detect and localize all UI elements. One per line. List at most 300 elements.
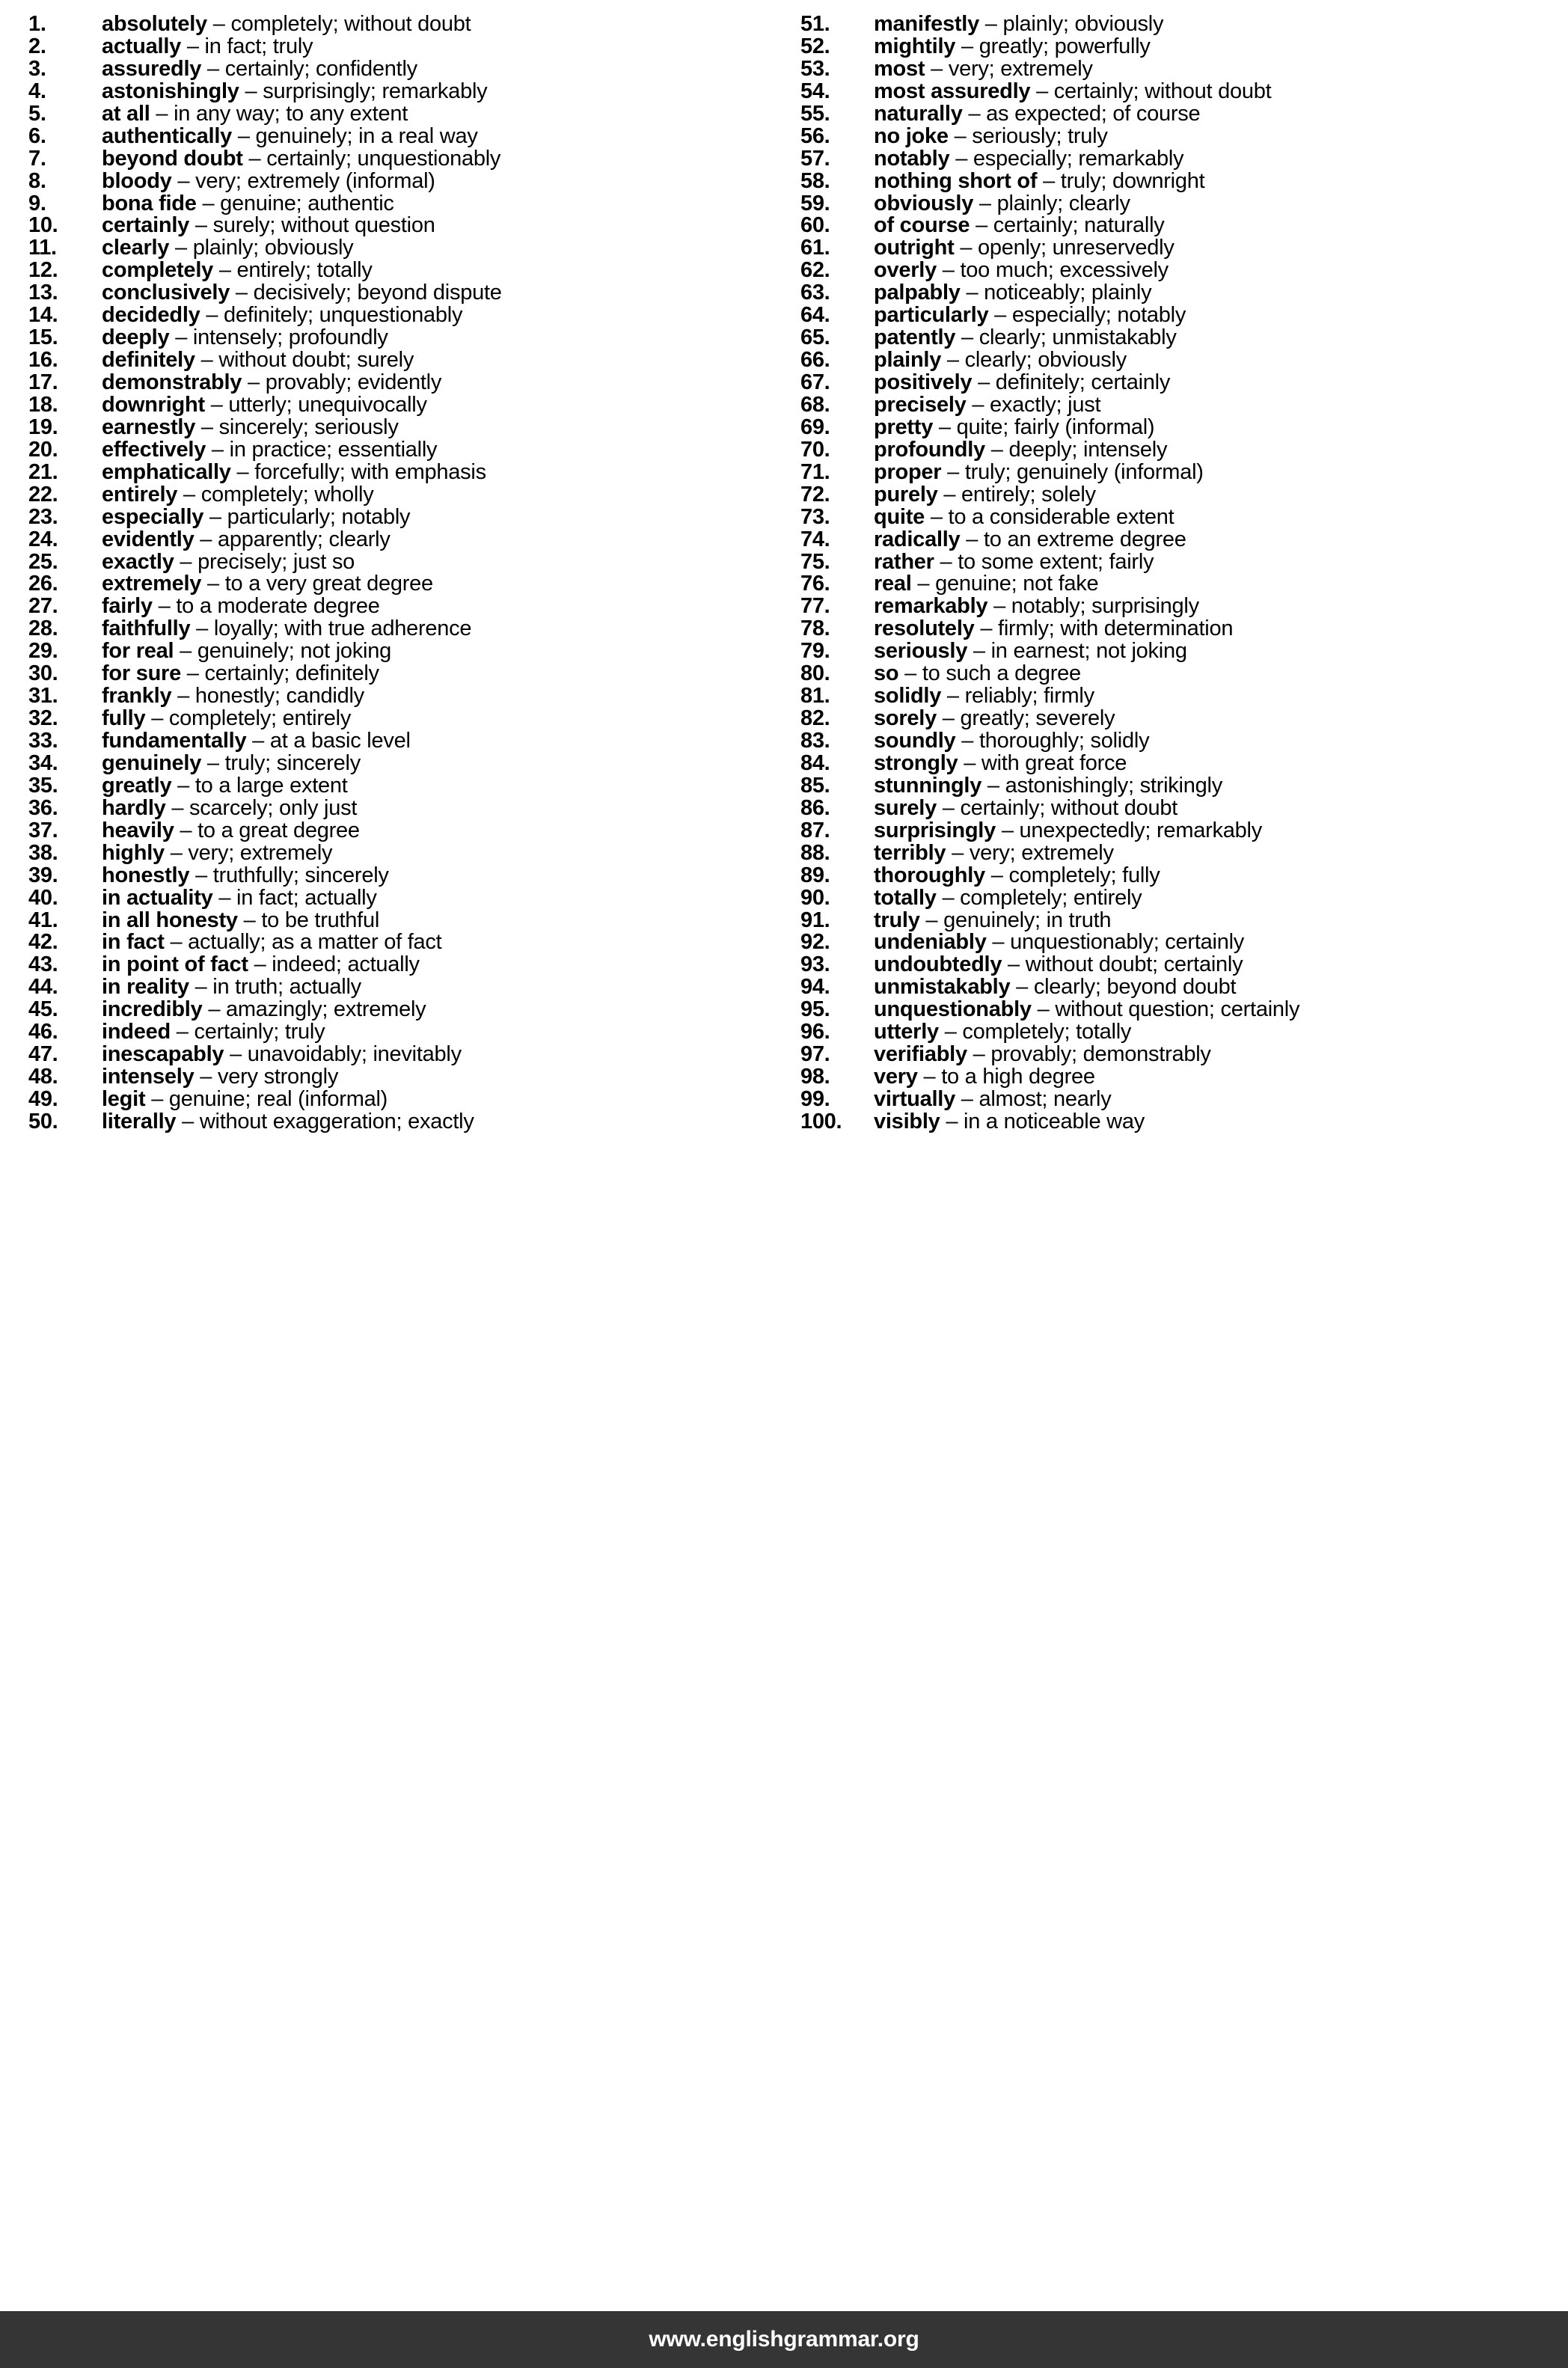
list-item [28,13,784,36]
list-item-definition: in a noticeable way [964,1109,1145,1133]
list-item-number: 44. [28,975,58,1000]
list-item-definition: in fact; actually [236,885,377,910]
list-item-term: legit [102,1087,146,1111]
list-item-term: thoroughly [874,863,985,887]
list-item-number: 30. [28,661,58,686]
list-item [784,529,1568,551]
list-item-separator: – [961,729,974,753]
list-item-separator: – [973,1042,985,1067]
list-item-text [102,237,353,260]
list-item-separator: – [182,1109,195,1133]
list-item-term: incredibly [102,997,203,1022]
list-item-number: 53. [800,56,830,81]
list-item-term: rather [874,549,934,574]
list-item [784,865,1568,887]
list-item-text [874,327,1177,349]
list-item [28,349,784,372]
list-item-separator: – [209,504,221,529]
list-item-text [874,1111,1145,1133]
list-item-number: 33. [28,729,58,753]
list-item [28,730,784,753]
list-item-definition: clearly; obviously [964,348,1127,373]
list-item [784,282,1568,305]
list-item-definition: greatly; powerfully [979,34,1151,58]
list-item-text [102,1111,474,1133]
list-item-number: 13. [28,281,58,305]
list-item [784,1111,1568,1133]
list-item-definition: in any way; to any extent [174,101,408,126]
list-item-text [874,414,1155,439]
list-item-text [874,663,1081,685]
list-item [784,504,1568,529]
list-item-term: astonishingly [102,79,239,103]
list-item [28,414,784,439]
list-item [784,999,1568,1021]
list-item-definition: certainly; naturally [993,213,1165,238]
list-item-number: 100. [800,1109,842,1133]
list-item-text [874,596,1199,618]
list-item-definition: astonishingly; strikingly [1005,773,1222,798]
list-item-text [874,168,1205,193]
list-item [784,842,1568,865]
list-item-text [874,910,1111,932]
list-item-number: 64. [800,303,830,328]
list-item-term: no joke [874,123,949,148]
list-item-number: 65. [800,325,830,350]
list-item [28,148,784,171]
list-item-term: intensely [102,1065,195,1089]
list-item-separator: – [973,639,985,664]
list-item [784,1044,1568,1066]
site-url: www.englishgrammar.org [649,2327,919,2352]
list-item-separator: – [195,975,207,1000]
list-item-separator: – [236,459,249,484]
list-item-text [874,305,1186,327]
list-item-term: for sure [102,661,181,686]
list-item [784,58,1568,81]
list-item [28,865,784,887]
list-item-separator: – [994,303,1007,328]
list-item [28,193,784,215]
list-item-separator: – [171,795,184,820]
list-item-definition: as expected; of course [986,101,1201,126]
list-item-term: unmistakably [874,975,1011,1000]
list-item-text [102,663,379,685]
list-item [28,842,784,865]
list-item-text [874,394,1100,417]
list-item-text [874,372,1170,394]
list-item-term: sorely [874,706,937,731]
list-item-number: 62. [800,258,830,283]
list-item-separator: – [180,549,192,574]
list-item-number: 24. [28,527,58,551]
list-item-text [102,931,441,954]
list-item-text [874,529,1186,551]
list-item-separator: – [964,750,976,775]
list-item-term: pretty [874,414,934,439]
list-item-definition: particularly; notably [227,504,411,529]
list-item-text [102,529,391,551]
list-item-definition: quite; fairly (informal) [956,414,1155,439]
list-item [784,414,1568,439]
list-item-definition: completely; wholly [200,482,374,507]
list-item-term: manifestly [874,12,979,36]
list-item-number: 66. [800,348,830,373]
list-item [784,305,1568,327]
list-item-number: 35. [28,773,58,798]
list-item-term: surely [874,795,937,820]
list-item-number: 75. [800,549,830,574]
list-item-term: in all honesty [102,908,238,932]
list-item-text [874,36,1151,58]
list-item-term: fully [102,706,146,731]
list-item-text [874,842,1114,865]
list-item-text [874,1044,1211,1066]
list-item-text [874,708,1115,730]
list-item-term: unquestionably [874,997,1032,1022]
list-item-number: 86. [800,795,830,820]
list-item [784,193,1568,215]
list-item-term: frankly [102,684,172,709]
list-item-separator: – [218,885,231,910]
list-item [784,327,1568,349]
list-item-term: genuinely [102,750,202,775]
list-item-number: 63. [800,281,830,305]
list-item-number: 77. [800,594,830,619]
list-item-term: in point of fact [102,952,248,977]
list-item [784,954,1568,976]
list-item-term: definitely [102,348,195,373]
list-item-term: seriously [874,639,968,664]
list-item [28,237,784,260]
list-item-number: 5. [28,101,46,126]
list-item-definition: surprisingly; remarkably [263,79,488,103]
list-item-number: 52. [800,34,830,58]
list-item-number: 56. [800,123,830,148]
list-item-separator: – [944,1020,957,1044]
list-item-number: 47. [28,1042,58,1067]
list-item-number: 68. [800,392,830,417]
list-item [28,887,784,910]
list-item-separator: – [942,706,955,731]
list-item-separator: – [151,1087,164,1111]
list-item-number: 84. [800,750,830,775]
list-item-text [874,484,1096,507]
list-item-number: 88. [800,840,830,865]
list-item-text [874,1089,1112,1111]
list-item-definition: very; extremely (informal) [195,168,435,193]
list-item-definition: noticeably; plainly [984,281,1152,305]
list-item-number: 42. [28,930,58,955]
list-item-text [102,750,361,775]
list-item-separator: – [174,236,187,260]
list-item-text [874,685,1094,708]
list-item-separator: – [200,348,213,373]
list-item [784,148,1568,171]
list-item-separator: – [990,437,1003,462]
list-item-definition: very; extremely [188,840,333,865]
list-item [784,81,1568,103]
list-item-term: decidedly [102,303,200,328]
list-item [28,551,784,574]
list-item-term: conclusively [102,281,230,305]
list-item [784,349,1568,372]
list-item-text [874,775,1222,798]
list-item [28,750,784,775]
list-item [28,820,784,842]
list-item-text [102,484,374,507]
list-item-separator: – [176,1020,189,1044]
list-item-term: totally [874,885,937,910]
list-item-number: 40. [28,885,58,910]
list-item-separator: – [252,729,265,753]
list-item [28,1066,784,1089]
list-item-number: 57. [800,146,830,171]
list-item [784,1021,1568,1044]
list-item-term: honestly [102,863,190,887]
list-item-definition: certainly; unquestionably [266,146,501,171]
list-item [784,459,1568,484]
list-item-separator: – [207,572,219,596]
list-item-term: evidently [102,527,195,551]
list-item-number: 71. [800,459,830,484]
list-item-definition: genuine; authentic [220,191,394,215]
list-item-number: 12. [28,258,58,283]
list-item-term: undoubtedly [874,952,1002,977]
list-item-separator: – [923,1065,936,1089]
list-item-term: hardly [102,795,166,820]
list-item [28,1044,784,1066]
list-item-definition: truly; sincerely [224,750,361,775]
list-item-separator: – [966,281,979,305]
list-item-term: downright [102,392,205,417]
list-item-text [102,414,399,439]
list-item-definition: amazingly; extremely [226,997,426,1022]
list-item [784,573,1568,596]
list-item-separator: – [186,661,199,686]
list-item-text [874,123,1108,148]
list-item-definition: clearly; beyond doubt [1033,975,1237,1000]
list-item-text [102,260,373,282]
list-item-term: bloody [102,168,172,193]
list-item-number: 22. [28,482,58,507]
list-item-definition: plainly; obviously [192,236,354,260]
list-item-text [102,551,355,574]
list-item-definition: completely; fully [1008,863,1160,887]
list-item [28,775,784,798]
list-item-text [874,13,1163,36]
list-item-text [874,58,1093,81]
list-item-text [102,910,379,932]
list-item-number: 9. [28,191,46,215]
list-item-definition: entirely; solely [961,482,1096,507]
list-item-text [874,640,1187,663]
list-item-text [102,36,313,58]
list-item-term: completely [102,258,213,283]
list-item-term: solidly [874,684,942,709]
list-item-term: notably [874,146,950,171]
list-item-number: 11. [28,236,57,260]
list-item-separator: – [1001,818,1014,842]
list-item-number: 21. [28,459,58,484]
list-item-separator: – [925,908,938,932]
list-item-separator: – [177,684,190,709]
list-item-definition: to a moderate degree [176,594,380,619]
list-item-definition: thoroughly; solidly [979,729,1150,753]
list-item-number: 17. [28,370,58,394]
list-item-term: fairly [102,594,153,619]
list-item-separator: – [942,258,955,283]
list-item-definition: definitely; unquestionably [224,303,463,328]
list-item-text [874,820,1262,842]
list-item-separator: – [972,392,984,417]
list-item-definition: very; extremely [969,840,1114,865]
list-item-number: 36. [28,795,58,820]
list-item-term: very [874,1065,918,1089]
list-item-term: overly [874,258,937,283]
list-item [784,976,1568,999]
list-item-definition: completely; entirely [960,885,1142,910]
left-column [0,0,784,2289]
list-item-number: 10. [28,213,58,238]
list-item-text [102,573,433,596]
list-item-separator: – [1036,79,1048,103]
list-item-number: 76. [800,572,830,596]
list-item [28,999,784,1021]
list-item-separator: – [196,617,209,641]
list-item [28,439,784,462]
list-item-separator: – [1037,997,1050,1022]
list-item-term: beyond doubt [102,146,243,171]
list-item-number: 59. [800,191,830,215]
list-item-separator: – [940,549,952,574]
list-item-definition: exactly; just [990,392,1101,417]
list-item-definition: to a very great degree [224,572,433,596]
list-item-term: earnestly [102,414,196,439]
list-item-definition: apparently; clearly [217,527,391,551]
list-item-separator: – [930,504,943,529]
list-item-text [874,795,1178,820]
list-item-term: positively [874,370,973,394]
list-item-number: 7. [28,146,46,171]
list-item-number: 3. [28,56,46,81]
list-item-text [874,193,1130,215]
list-item-separator: – [946,348,959,373]
list-item-number: 37. [28,818,58,842]
list-item-number: 95. [800,997,830,1022]
list-item-separator: – [211,437,224,462]
list-item-term: virtually [874,1087,955,1111]
list-item-definition: genuine; not fake [935,572,1099,596]
list-item-term: most assuredly [874,79,1031,103]
list-item-term: entirely [102,482,178,507]
list-item-number: 27. [28,594,58,619]
list-item [784,730,1568,753]
list-item-text [102,1089,388,1111]
list-item-text [102,999,426,1021]
list-item-number: 61. [800,236,830,260]
list-item [784,484,1568,507]
list-item [784,1089,1568,1111]
list-item-term: naturally [874,101,963,126]
list-item-term: absolutely [102,12,207,36]
list-item-separator: – [151,706,164,731]
list-item-definition: truthfully; sincerely [212,863,389,887]
list-item-text [874,618,1233,640]
list-item [784,13,1568,36]
list-item [28,36,784,58]
list-item [28,708,784,730]
list-item-term: verifiably [874,1042,967,1067]
list-item-definition: certainly; without doubt [1053,79,1272,103]
list-item-definition: very; extremely [948,56,1093,81]
list-item-definition: actually; as a matter of fact [188,930,442,955]
list-item-text [874,103,1200,126]
list-item-number: 20. [28,437,58,462]
list-item-separator: – [938,414,951,439]
list-item-number: 18. [28,392,58,417]
list-item-term: highly [102,840,165,865]
list-item-term: especially [102,504,204,529]
list-item-number: 60. [800,213,830,238]
list-item-number: 73. [800,504,830,529]
list-item-separator: – [984,12,997,36]
list-item-text [874,1066,1095,1089]
list-item-text [102,81,487,103]
list-item [28,394,784,417]
list-item-term: stunningly [874,773,982,798]
list-item-definition: sincerely; seriously [218,414,399,439]
list-item-text [874,887,1142,910]
list-item-text [874,148,1183,171]
list-item-term: heavily [102,818,174,842]
list-item [784,551,1568,574]
list-item-term: quite [874,504,925,529]
list-item-definition: without doubt; surely [218,348,414,373]
list-item-text [874,750,1127,775]
list-item-separator: – [200,414,213,439]
list-item-text [102,708,351,730]
list-item-number: 87. [800,818,830,842]
list-item-term: soundly [874,729,956,753]
list-item-separator: – [177,773,190,798]
list-item-number: 55. [800,101,830,126]
list-item-number: 39. [28,863,58,887]
list-item-text [102,58,417,81]
list-item-term: in actuality [102,885,213,910]
list-item-number: 80. [800,661,830,686]
list-item-text [874,999,1299,1021]
list-item-separator: – [978,370,990,394]
list-item-number: 34. [28,750,58,775]
list-item-separator: – [954,123,967,148]
list-item-number: 89. [800,863,830,887]
list-item-separator: – [955,146,968,171]
list-item-text [102,168,435,193]
list-item-definition: certainly; definitely [204,661,379,686]
list-item-separator: – [218,258,231,283]
list-item-term: assuredly [102,56,202,81]
list-item-number: 28. [28,617,58,641]
list-item-term: precisely [874,392,967,417]
list-item-number: 70. [800,437,830,462]
list-item-definition: intensely; profoundly [192,325,388,350]
list-item-number: 46. [28,1020,58,1044]
list-item-definition: deeply; intensely [1008,437,1168,462]
list-item-number: 31. [28,684,58,709]
list-item-text [874,282,1151,305]
list-item-term: utterly [874,1020,939,1044]
